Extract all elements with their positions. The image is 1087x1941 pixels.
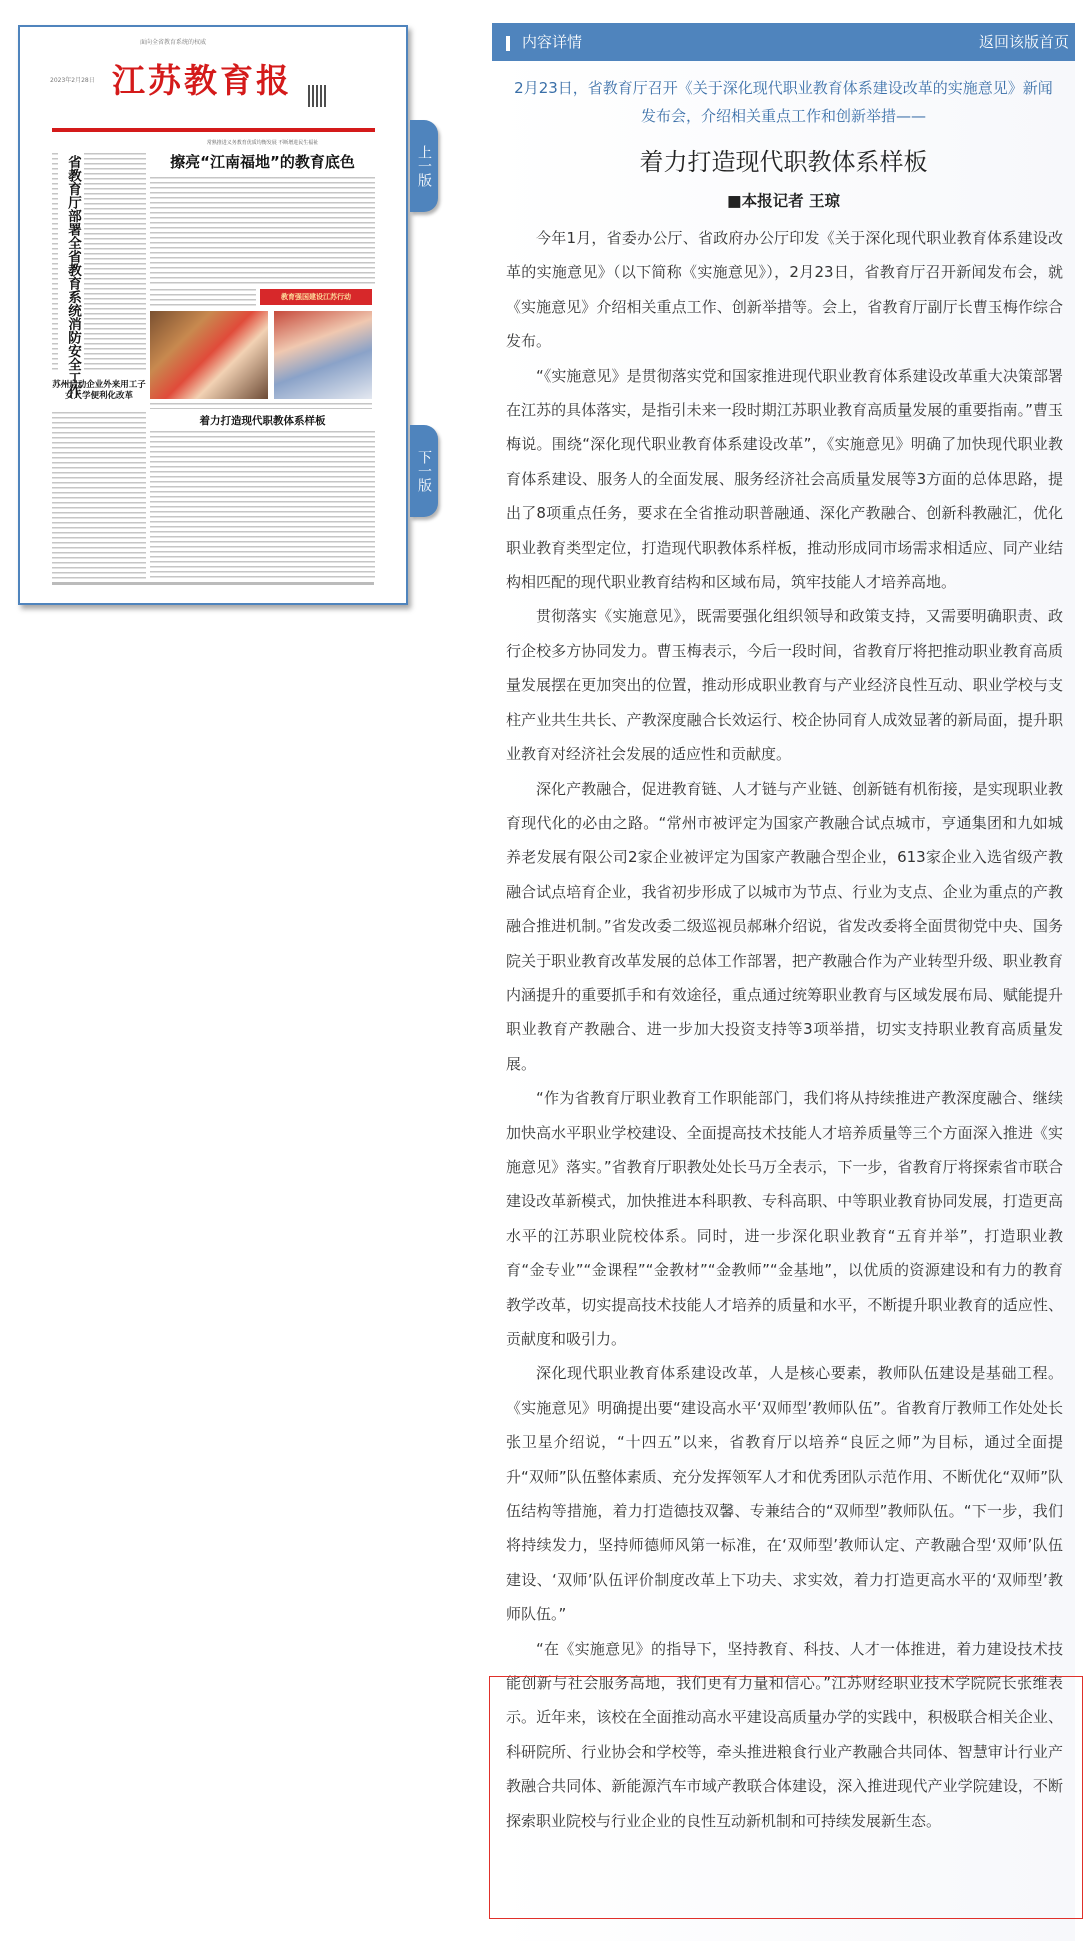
article-paragraph: 深化产教融合，促进教育链、人才链与产业链、创新链有机衔接，是实现职业教育现代化的必由之路。“常州市被评定为国家产教融合试点城市，亨通集团和九如城养老发展有限公司2家企业被评定为国家产教融合型企业，613家企业入选省级产教融合试点培育企业，我省初步形成了以城市为节点、行业为支点、企业为重点的产教融合推进机制。”省发改委二级巡视员郝琳介绍说，省发改委将全面贯彻党中央、国务院关于职业教育改革发展的总体工作部署，把产教融合作为产业转型升级、职业教育内涵提升的重要抓手和有效途径，重点通过统筹职业教育与区域发展布局、赋能提升职业教育产教融合、进一步加大投资支持等3项举措，切实支持职业教育高质量发展。 <box>506 779 1063 1073</box>
header-title: 内容详情 <box>522 33 583 51</box>
page-footer-strip <box>52 582 374 585</box>
header-marker-icon <box>506 36 510 51</box>
issue-date: 2023年2月28日 <box>50 77 95 84</box>
thumbnail-photo <box>274 311 372 399</box>
text-block <box>52 153 58 373</box>
masthead: 江苏教育报 <box>112 61 292 100</box>
article-content <box>492 61 1075 1941</box>
text-block <box>150 177 375 285</box>
article-byline: ■本报记者 王琼 <box>726 192 841 210</box>
thumbnail-photo <box>150 311 268 399</box>
article-paragraph: “在《实施意见》的指导下，坚持教育、科技、人才一体推进，着力建设技术技能创新与社会服务高地，我们更有力量和信心。”江苏财经职业技术学院院长张维表示。近年来，该校在全面推动高水平建设高质量办学的实践中，积极联合相关企业、科研院所、行业协会和学校等，牵头推进粮食行业产教融合共同体、智慧审计行业产教融合共同体、新能源汽车市域产教联合体建设，深入推进现代产业学院建设，不断探索职业院校与行业企业的良性互动新机制和可持续发展新生态。 <box>506 1639 1063 1830</box>
article-paragraph: “《实施意见》是贯彻落实党和国家推进现代职业教育体系建设改革重大决策部署在江苏的具体落实，是指引未来一段时期江苏职业教育高质量发展的重要指南。”曹玉梅说。围绕“深化现代职业教育体系建设改革”，《实施意见》明确了加快现代职业教育体系建设、服务人的全面发展、服务经济社会高质量发展等3方面的总体思路，提出了8项重点任务，要求在全省推动职普融通、深化产教融合、创新科教融汇，优化职业教育类型定位，打造现代职教体系样板，推动形成同市场需求相适应、同产业结构相匹配的现代职业教育结构和区域布局，筑牢技能人才培养高地。 <box>506 366 1063 592</box>
thumbnail-section-banner: 教育强国建设江苏行动 <box>260 289 372 305</box>
text-block <box>150 289 256 307</box>
thumbnail-vertical-headline: 省教育厅部署全省教育系统消防安全工作 <box>65 155 81 398</box>
photo-caption <box>150 403 372 409</box>
article-paragraph: “作为省教育厅职业教育工作职能部门，我们将从持续推进产教深度融合、继续加快高水平职业学校建设、全面提高技术技能人才培养质量等三个方面深入推进《实施意见》落实。”省教育厅职教处处长马万全表示，下一步，省教育厅将探索省市联合建设改革新模式，加快推进本科职教、专科高职、中等职业教育协同发展，打造更高水平的江苏职业院校体系。同时，进一步深化职业教育“五育并举”，打造职业教育“金专业”“金课程”“金教材”“金教师”“金基地”，以优质的资源建设和有力的教育教学改革，切实提高技术技能人才培养的质量和水平，不断提升职业教育的适应性、贡献度和吸引力。 <box>506 1089 1063 1348</box>
thumbnail-lead-headline: 擦亮“江南福地”的教育底色 <box>170 153 355 171</box>
article-headline: 着力打造现代职教体系样板 <box>639 148 928 176</box>
thumbnail-article-headline[interactable]: 着力打造现代职教体系样板 <box>199 415 326 427</box>
article-body <box>506 221 1063 1838</box>
article-paragraph: 今年1月，省委办公厅、省政府办公厅印发《关于深化现代职业教育体系建设改革的实施意见》（以下简称《实施意见》），2月23日，省教育厅召开新闻发布会，就《实施意见》介绍相关重点工作、创新举措等。会上，省教育厅副厅长曹玉梅作综合发布。 <box>506 229 1063 351</box>
text-block <box>150 431 375 579</box>
article-intro: 2月23日，省教育厅召开《关于深化现代职业教育体系建设改革的实施意见》新闻发布会，介绍相关重点工作和创新举措—— <box>514 79 1053 125</box>
text-block <box>84 153 146 373</box>
text-block <box>52 412 146 580</box>
prev-page-button[interactable]: 上一版 <box>410 120 438 212</box>
article-paragraph: 贯彻落实《实施意见》，既需要强化组织领导和政策支持，又需要明确职责、政行企校多方协同发力。曹玉梅表示，今后一段时间，省教育厅将把推动职业教育高质量发展摆在更加突出的位置，推动形成职业教育与产业经济良性互动、职业学校与支柱产业共生共长、产教深度融合长效运行、校企协同育人成效显著的新局面，提升职业教育对经济社会发展的适应性和贡献度。 <box>506 607 1063 764</box>
newspaper-page-thumbnail[interactable] <box>18 25 408 605</box>
qr-code-icon <box>308 85 328 107</box>
masthead-slogan: 面向全省教育系统的权威 <box>140 39 207 46</box>
content-detail-header <box>492 23 1075 61</box>
thumbnail-side-headline: 苏州启动企业外来用工子女入学便利化改革 <box>52 380 146 401</box>
article-paragraph: 深化现代职业教育体系建设改革，人是核心要素，教师队伍建设是基础工程。《实施意见》明确提出要“建设高水平‘双师型’教师队伍”。省教育厅教师工作处处长张卫星介绍说，“十四五”以来，省教育厅以培养“良匠之师”为目标，通过全面提升“双师”队伍整体素质、充分发挥领军人才和优秀团队示范作用、不断优化“双师”队伍结构等措施，着力打造德技双馨、专兼结合的“双师型”教师队伍。“下一步，我们将持续发力，坚持师德师风第一标准，在‘双师型’教师认定、产教融合型‘双师’队伍建设、‘双师’队伍评价制度改革上下功夫、求实效，着力打造更高水平的‘双师型’教师队伍。” <box>506 1364 1063 1624</box>
masthead-divider <box>52 128 375 132</box>
thumbnail-lead-kicker: 常熟推进义务教育优质均衡发展 不断增进民生福祉 <box>206 140 319 146</box>
back-to-page-link[interactable]: 返回该版首页 <box>978 33 1069 51</box>
next-page-button[interactable]: 下一版 <box>410 425 438 517</box>
